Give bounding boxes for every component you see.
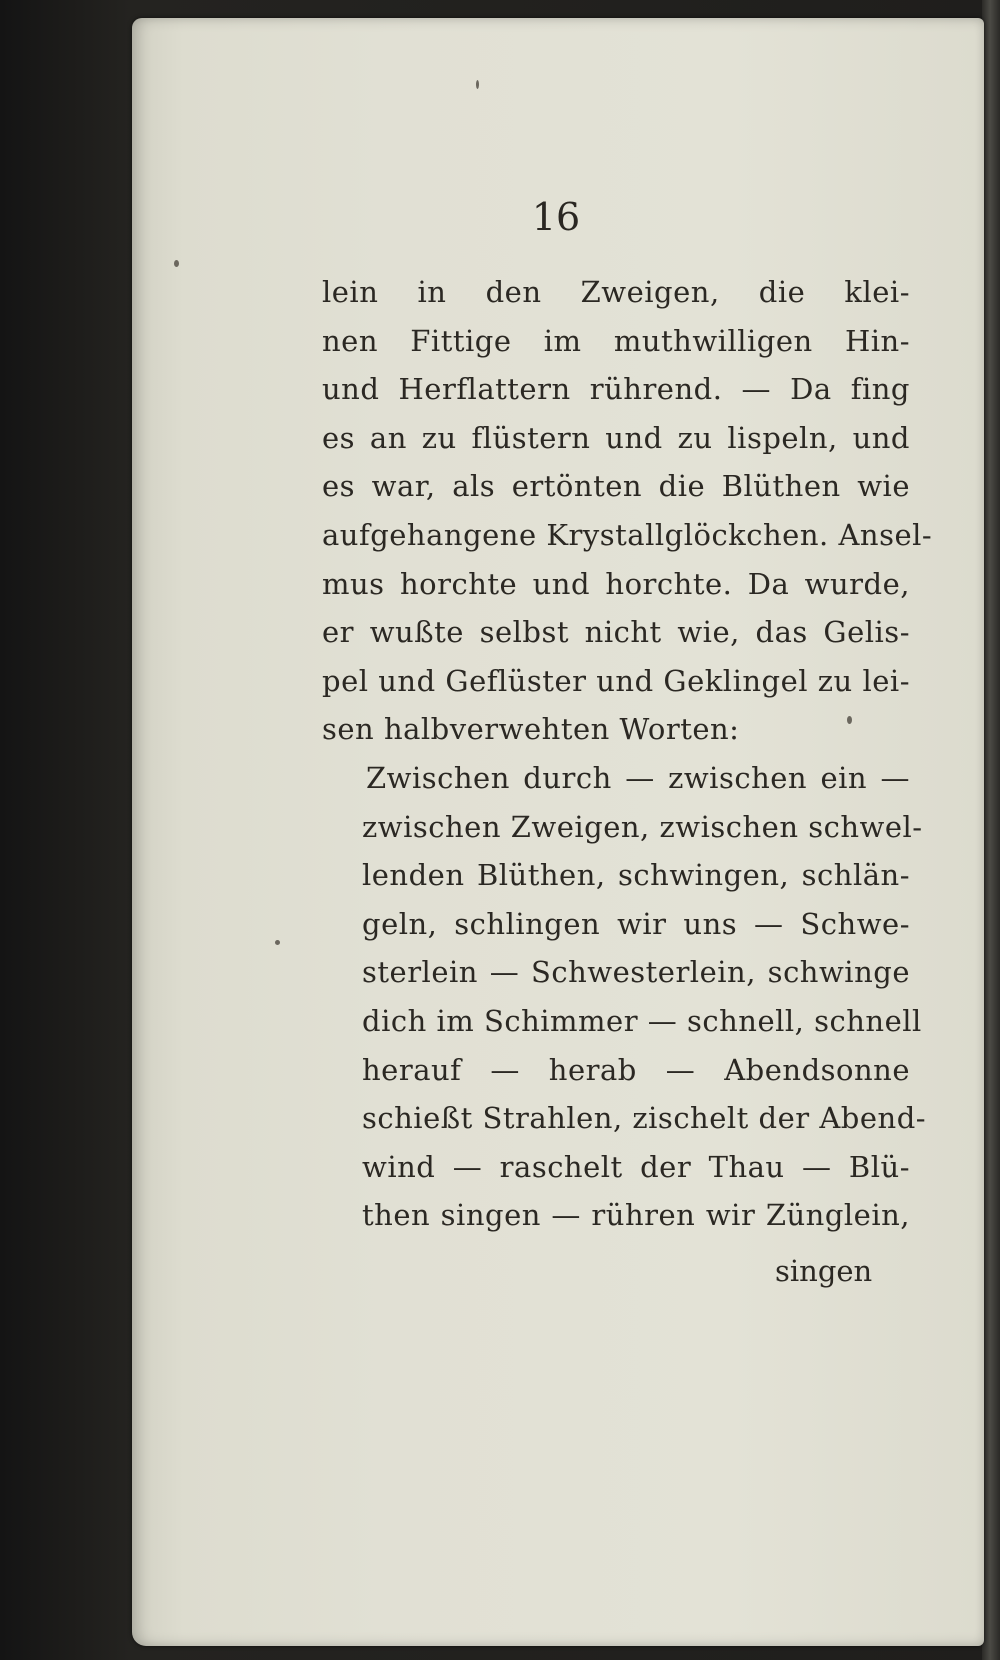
text-line: und Herflattern rührend. — Da fing	[322, 372, 910, 407]
ink-speck	[476, 80, 479, 89]
ink-speck	[275, 940, 280, 945]
verse-line: then singen — rühren wir Zünglein,	[362, 1198, 910, 1233]
body-text	[322, 268, 933, 1240]
text-line: er wußte selbst nicht wie, das Gelis-	[322, 615, 910, 650]
text-line: mus horchte und horchte. Da wurde,	[322, 566, 910, 601]
text-line: lein in den Zweigen, die klei-	[322, 275, 910, 309]
verse-line: herauf — herab — Abendsonne	[362, 1052, 910, 1087]
text-line: nen Fittige im muthwilligen Hin-	[322, 323, 910, 358]
text-line: aufgehangene Krystallglöckchen. Ansel-	[322, 517, 933, 552]
verse-line: geln, schlingen wir uns — Schwe-	[362, 906, 910, 941]
text-line: pel und Geflüster und Geklingel zu lei-	[322, 663, 910, 698]
verse-line: sterlein — Schwesterlein, schwinge	[362, 955, 910, 990]
text-line: es an zu flüstern und zu lispeln, und	[322, 420, 910, 455]
verse-line: wind — raschelt der Thau — Blü-	[362, 1149, 910, 1184]
verse-line: lenden Blüthen, schwingen, schlän-	[362, 858, 910, 893]
catchword: singen	[775, 1254, 873, 1288]
verse-line: schießt Strahlen, zischelt der Abend-	[362, 1101, 927, 1136]
verse-line: Zwischen durch — zwischen ein —	[366, 760, 910, 795]
ink-speck	[174, 260, 179, 267]
text-line: sen halbverwehten Worten:	[322, 712, 740, 747]
book-edge	[982, 0, 1000, 1660]
page-number: 16	[531, 195, 581, 239]
verse-line: zwischen Zweigen, zwischen schwel-	[362, 809, 923, 844]
text-line: es war, als ertönten die Blüthen wie	[322, 469, 910, 504]
verse-line: dich im Schimmer — schnell, schnell	[362, 1003, 922, 1038]
